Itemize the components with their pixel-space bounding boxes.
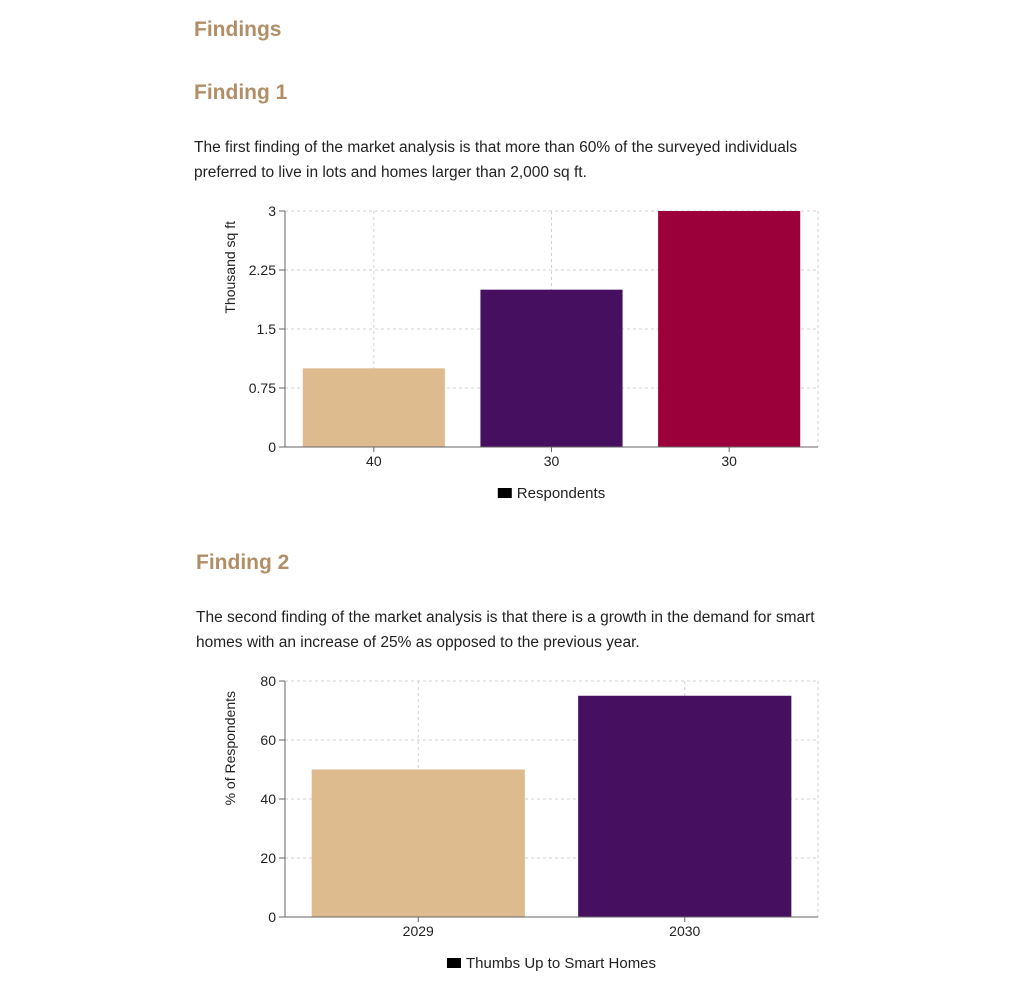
chart1-x-tick-label: 30 xyxy=(543,453,560,469)
section-title: Findings xyxy=(194,18,282,41)
chart2-y-axis-label: % of Respondents xyxy=(222,691,238,806)
chart1-y-tick-label: 3 xyxy=(268,203,276,219)
chart2-y-tick-label: 0 xyxy=(268,909,276,925)
chart1-y-tick-label: 0 xyxy=(268,439,276,455)
chart2-legend-swatch xyxy=(447,958,461,968)
finding-2-text: The second finding of the market analysis is that there is a growth in the demand for smart homes with an increase of 25% as opposed to the previous year. xyxy=(196,609,815,651)
chart1-y-axis-label: Thousand sq ft xyxy=(222,221,238,314)
chart2-bar-1 xyxy=(312,770,525,918)
chart2-y-tick-label: 60 xyxy=(260,732,276,748)
chart2-bar-2 xyxy=(578,696,791,917)
chart1-y-tick-label: 1.5 xyxy=(256,321,276,337)
chart1-y-tick-label: 0.75 xyxy=(248,380,276,396)
finding-1-text: The first finding of the market analysis is that more than 60% of the surveyed individuals preferred to live in lots and homes larger than 2,000 sq ft. xyxy=(194,139,798,181)
chart1-y-tick-label: 2.25 xyxy=(248,262,276,278)
chart2-x-tick-label: 2030 xyxy=(669,923,701,939)
chart2-y-tick-label: 20 xyxy=(260,850,276,866)
chart2-x-tick-label: 2029 xyxy=(402,923,434,939)
chart2-legend-label: Thumbs Up to Smart Homes xyxy=(465,955,657,972)
finding-1-heading: Finding 1 xyxy=(194,81,288,104)
chart1-x-tick-label: 40 xyxy=(366,453,382,469)
chart1-legend-label: Respondents xyxy=(516,485,606,502)
chart2-y-tick-label: 80 xyxy=(260,673,276,689)
chart1-x-tick-label: 30 xyxy=(721,453,737,469)
chart2-y-tick-label: 40 xyxy=(260,791,276,807)
finding-2-heading: Finding 2 xyxy=(196,551,290,574)
